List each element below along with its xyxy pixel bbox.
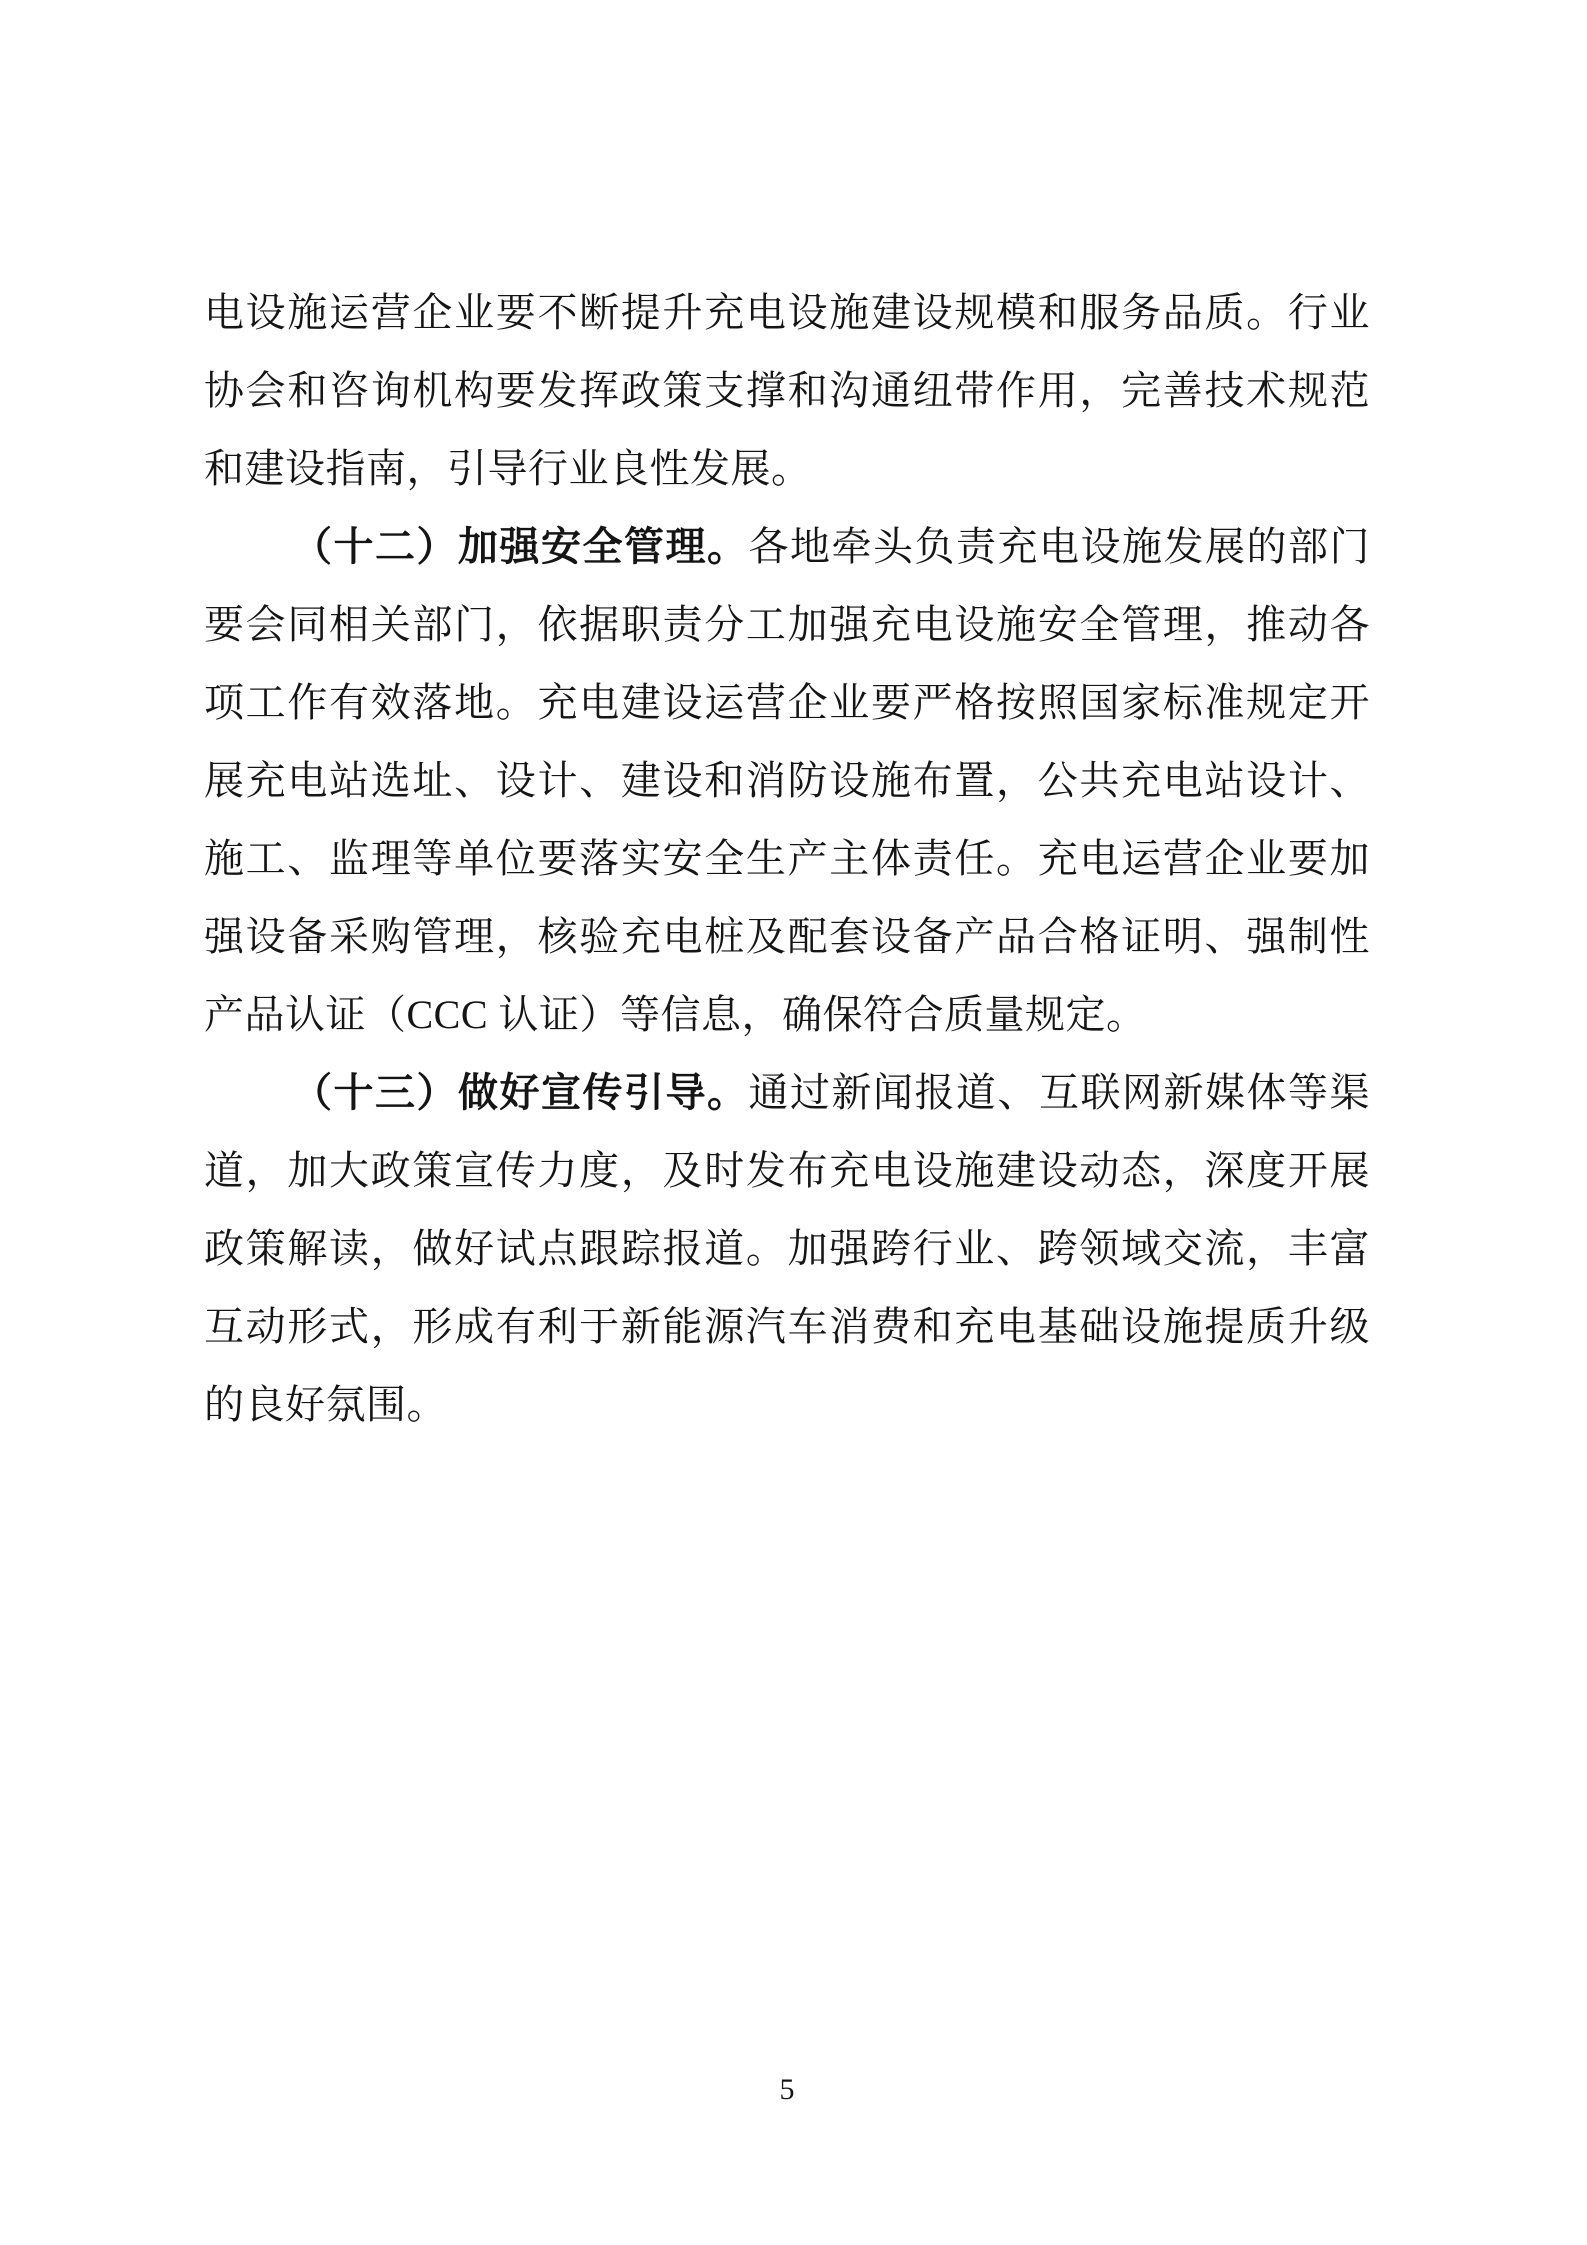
paragraph-item-13 — [204, 1054, 1370, 1444]
item-12-text: 各地牵头负责充电设施发展的部门要会同相关部门，依据职责分工加强充电设施安全管理，推动各项工作有效落地。充电建设运营企业要严格按照国家标准规定开展充电站选址、设计、建设和消防设施布置，公共充电站设计、施工、监理等单位要落实安全生产主体责任。充电运营企业要加强设备采购管理，核验充电桩及配套设备产品合格证明、强制性产品认证（CCC 认证）等信息，确保符合质量规定。 — [204, 524, 1370, 1037]
item-13-heading: （十三）做好宣传引导。 — [292, 1070, 749, 1115]
page-body-text — [204, 274, 1370, 1444]
paragraph-item-12 — [204, 508, 1370, 1054]
item-12-heading: （十二）加强安全管理。 — [292, 524, 749, 569]
page-number: 5 — [779, 2073, 795, 2106]
item-13-text: 通过新闻报道、互联网新媒体等渠道，加大政策宣传力度，及时发布充电设施建设动态，深度开展政策解读，做好试点跟踪报道。加强跨行业、跨领域交流，丰富互动形式，形成有利于新能源汽车消费和充电基础设施提质升级的良好氛围。 — [204, 1070, 1370, 1427]
paragraph-continuation — [204, 274, 1370, 508]
paragraph-continuation-text: 电设施运营企业要不断提升充电设施建设规模和服务品质。行业协会和咨询机构要发挥政策支撑和沟通纽带作用，完善技术规范和建设指南，引导行业良性发展。 — [204, 290, 1370, 491]
